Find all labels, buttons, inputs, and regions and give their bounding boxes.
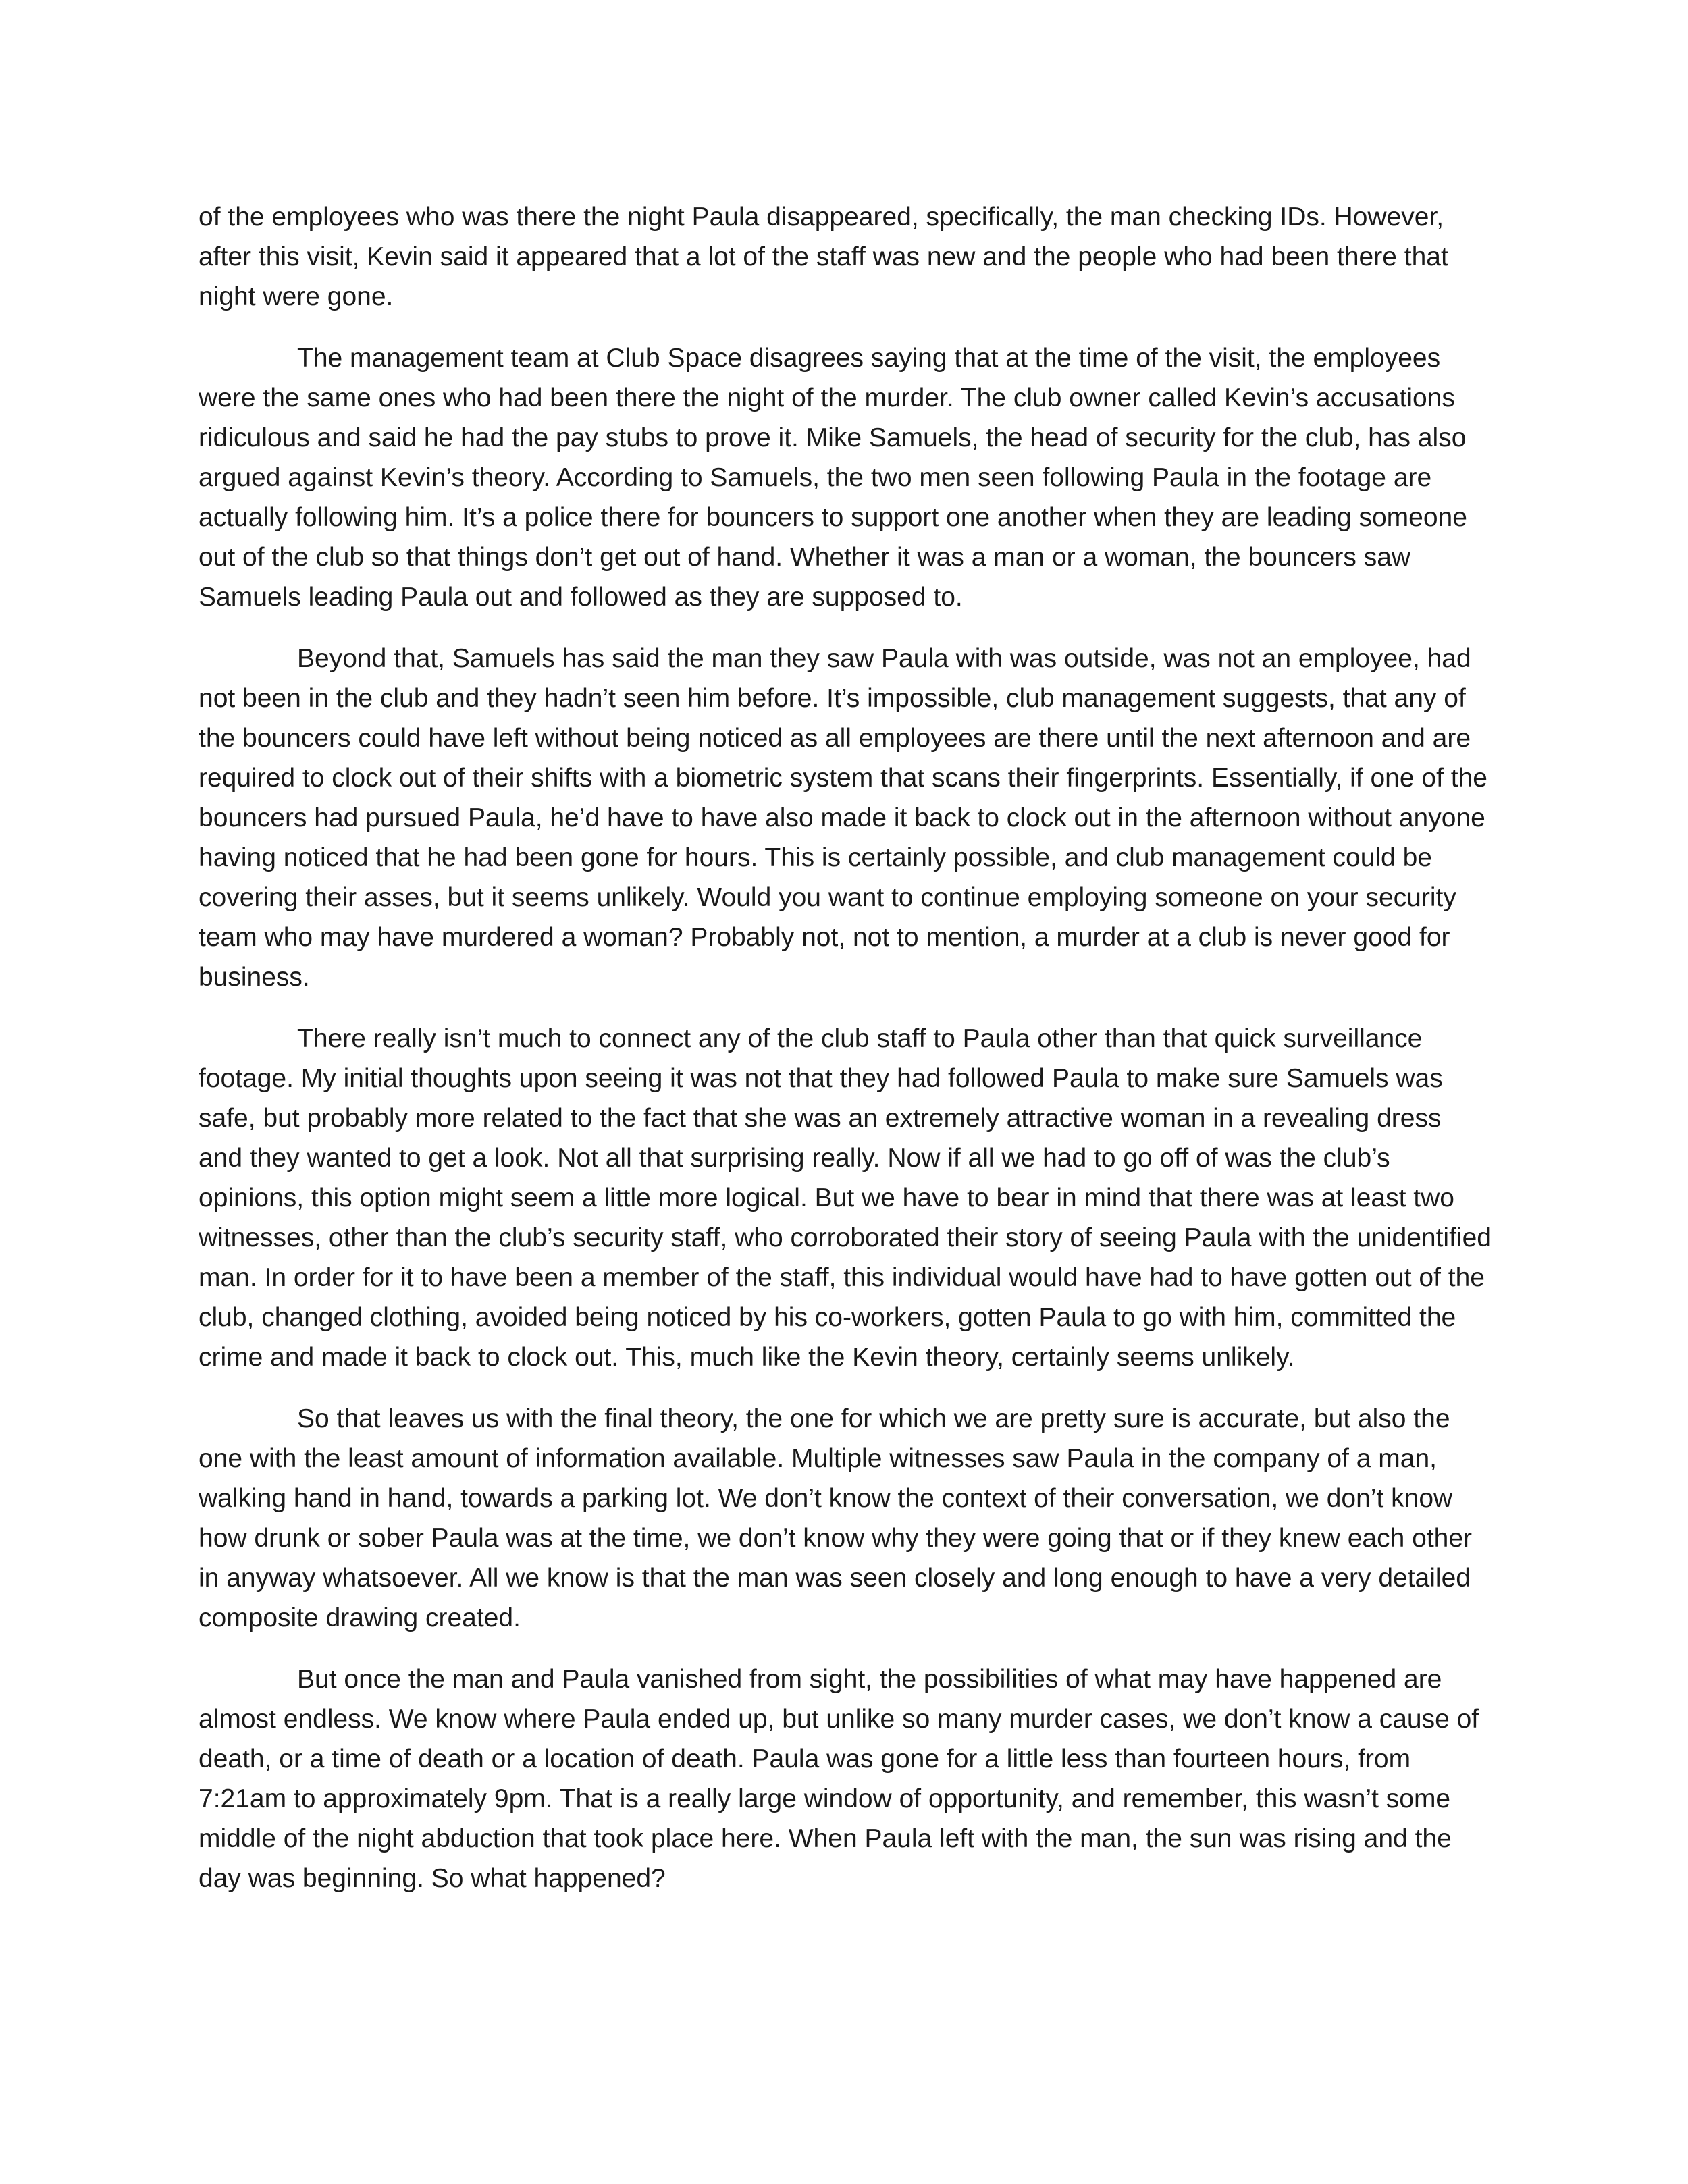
document-body [199, 197, 1492, 1920]
paragraph: Beyond that, Samuels has said the man they saw Paula with was outside, was not an employee, had not been in the club and they hadn’t seen him before. It’s impossible, club management suggests, that any of the bouncers could have left without being noticed as all employees are there until the next afternoon and are required to clock out of their shifts with a biometric system that scans their fingerprints. Essentially, if one of the bouncers had pursued Paula, he’d have to have also made it back to clock out in the afternoon without anyone having noticed that he had been gone for hours. This is certainly possible, and club management could be covering their asses, but it seems unlikely. Would you want to continue employing someone on your security team who may have murdered a woman? Probably not, not to mention, a murder at a club is never good for business. [199, 644, 1487, 992]
paragraph: So that leaves us with the final theory, the one for which we are pretty sure is accurate, but also the one with the least amount of information available. Multiple witnesses saw Paula in the company of a man, walking hand in hand, towards a parking lot. We don’t know the context of their conversation, we don’t know how drunk or sober Paula was at the time, we don’t know why they were going that or if they knew each other in anyway whatsoever. All we know is that the man was seen closely and long enough to have a very detailed composite drawing created. [199, 1404, 1473, 1632]
paragraph: The management team at Club Space disagrees saying that at the time of the visit, the employees were the same ones who had been there the night of the murder. The club owner called Kevin’s accusations ridiculous and said he had the pay stubs to prove it. Mike Samuels, the head of security for the club, has also argued against Kevin’s theory. According to Samuels, the two men seen following Paula in the footage are actually following him. It’s a police there for bouncers to support one another when they are leading someone out of the club so that things don’t get out of hand. Whether it was a man or a woman, the bouncers saw Samuels leading Paula out and followed as they are supposed to. [199, 344, 1467, 612]
paragraph: But once the man and Paula vanished from sight, the possibilities of what may have happened are almost endless. We know where Paula ended up, but unlike so many murder cases, we don’t know a cause of death, or a time of death or a location of death. Paula was gone for a little less than fourteen hours, from 7:21am to approximately 9pm. That is a really large window of opportunity, and remember, this wasn’t some middle of the night abduction that took place here. When Paula left with the man, the sun was rising and the day was beginning. So what happened? [199, 1665, 1479, 1893]
paragraph-continued: of the employees who was there the night Paula disappeared, specifically, the man checking IDs. However, after this visit, Kevin said it appeared that a lot of the staff was new and the people who had been there that night were gone. [199, 203, 1448, 311]
paragraph: There really isn’t much to connect any of the club staff to Paula other than that quick surveillance footage. My initial thoughts upon seeing it was not that they had followed Paula to make sure Samuels was safe, but probably more related to the fact that she was an extremely attractive woman in a revealing dress and they wanted to get a look. Not all that surprising really. Now if all we had to go off of was the club’s opinions, this option might seem a little more logical. But we have to bear in mind that there was at least two witnesses, other than the club’s security staff, who corroborated their story of seeing Paula with the unidentified man. In order for it to have been a member of the staff, this individual would have had to have gotten out of the club, changed clothing, avoided being noticed by his co-workers, gotten Paula to go with him, committed the crime and made it back to clock out. This, much like the Kevin theory, certainly seems unlikely. [199, 1024, 1492, 1372]
